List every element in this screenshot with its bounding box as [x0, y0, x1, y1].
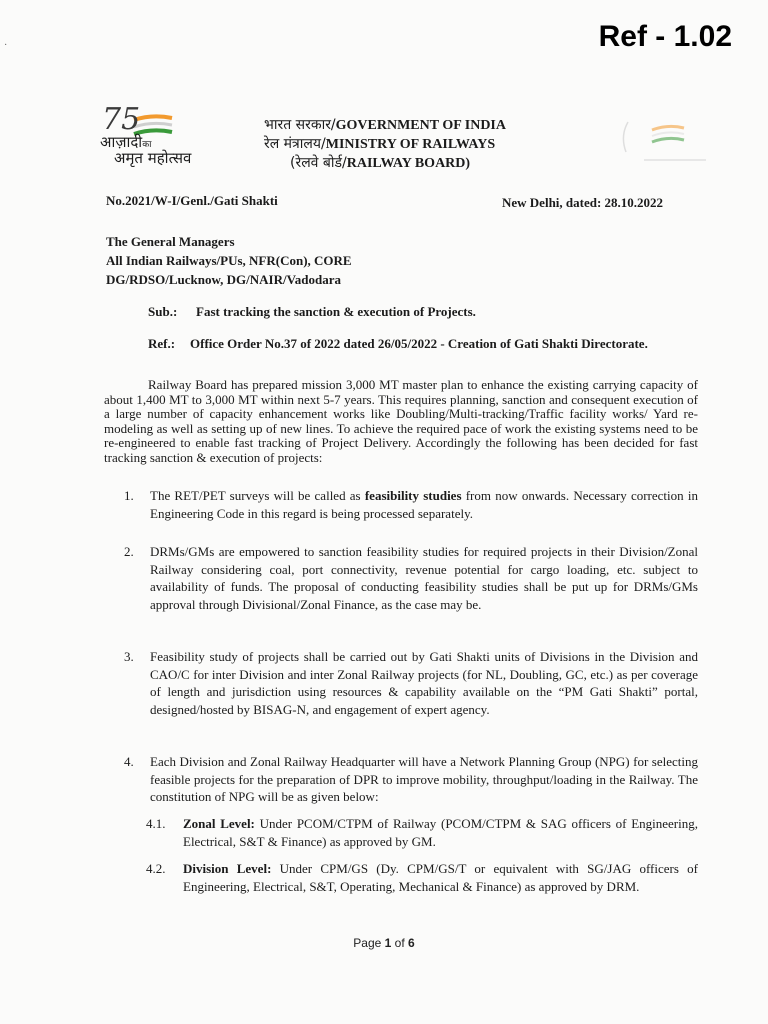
item-text: The RET/PET surveys will be called as feasibility studies from now onwards. Necessary correction in Engineering Code in this regard is being processed separately. — [150, 488, 698, 521]
subject-text: Fast tracking the sanction & execution of Projects. — [196, 304, 476, 319]
reference-text: Office Order No.37 of 2022 dated 26/05/2022 - Creation of Gati Shakti Directorate. — [190, 336, 648, 351]
reference-number-label: Ref - 1.02 — [598, 20, 732, 53]
sub-item-text: Zonal Level: Under PCOM/CTPM of Railway (PCOM/CTPM & SAG officers of Engineering, Electrical, S&T & Finance) as approved by GM. — [183, 816, 698, 849]
item-text: Feasibility study of projects shall be carried out by Gati Shakti units of Divisions in the Division and CAO/C for inter Division and inter Zonal Railway projects (for NL, Doubling, GC, etc.) as per coverage of length and jurisdiction using resources & capability available on the “PM Gati Shakti” portal, designed/hosted by BISAG-N, and engagement of expert agency. — [150, 649, 698, 717]
item-number: 2. — [124, 544, 134, 559]
sub-item-number: 4.2. — [146, 861, 166, 876]
item-text: Each Division and Zonal Railway Headquarter will have a Network Planning Group (NPG) for selecting feasible projects for the preparation of DPR to improve mobility, throughput/loading in the Railway. The constitution of NPG will be as given below: — [150, 754, 698, 804]
intro-paragraph: Railway Board has prepared mission 3,000 MT master plan to enhance the existing carrying capacity of about 1,400 MT to 3,000 MT within next 5-7 years. This requires planning, sanction and consequent execution of a large number of capacity enhancement works like Doubling/Multi-tracking/Traffic facility works/ Yard re-modeling as well as setting up of new lines. To achieve the required pace of work the existing systems need to be re-engineered to enable fast tracking of Project Delivery. Accordingly the following has been decided for fast tracking sanction & execution of projects: — [104, 377, 698, 465]
emblem-number: 75 — [102, 102, 141, 137]
addressee-line: All Indian Railways/PUs, NFR(Con), CORE — [106, 253, 352, 268]
emblem-line1: आज़ादीका — [100, 133, 152, 151]
emblem-line2: अमृत महोत्सव — [114, 149, 192, 167]
letter-date: New Delhi, dated: 28.10.2022 — [502, 195, 664, 210]
letterhead-line-3: (रेलवे बोर्ड/RAILWAY BOARD) — [290, 155, 471, 171]
item-number: 1. — [124, 488, 134, 503]
subject-line — [148, 304, 476, 320]
sub-list-item — [146, 815, 698, 851]
reference-line — [148, 335, 698, 352]
azadi-ka-amrit-mahotsav-logo — [100, 102, 210, 167]
addressee-line: The General Managers — [106, 234, 235, 249]
letterhead — [264, 116, 564, 173]
subject-label: Sub.: — [148, 304, 178, 319]
item-text: DRMs/GMs are empowered to sanction feasibility studies for required projects in their Division/Zonal Railway considering coal, port connectivity, revenue potential for cargo loading, etc. subject to availability of funds. The proposal of conducting feasibility studies shall be put up for DRMs/GMs approval through Divisional/Zonal Finance, as the case may be. — [150, 544, 698, 612]
sub-item-number: 4.1. — [146, 816, 166, 831]
sub-list-item — [146, 860, 698, 896]
addressee-block — [106, 232, 352, 289]
letterhead-line-1: भारत सरकार/GOVERNMENT OF INDIA — [264, 117, 506, 133]
list-item — [124, 648, 698, 718]
scan-mark: · — [4, 40, 8, 51]
addressee-line: DG/RDSO/Lucknow, DG/NAIR/Vadodara — [106, 272, 342, 287]
list-item — [124, 753, 698, 806]
list-item — [124, 487, 698, 522]
list-item — [124, 543, 698, 613]
item-number: 4. — [124, 754, 134, 769]
watermark-logo — [614, 112, 714, 172]
letterhead-line-2: रेल मंत्रालय/MINISTRY OF RAILWAYS — [264, 136, 496, 152]
letter-number: No.2021/W-I/Genl./Gati Shakti — [106, 193, 278, 208]
page-number-footer: Page 1 of 6 — [353, 936, 415, 950]
reference-label: Ref.: — [148, 336, 176, 351]
faded-flag-icon — [614, 112, 714, 172]
sub-item-text: Division Level: Under CPM/GS (Dy. CPM/GS/T or equivalent with SG/JAG officers of Engineering, Electrical, S&T, Operating, Mechanical & Finance) as approved by DRM. — [183, 861, 698, 894]
item-number: 3. — [124, 649, 134, 664]
